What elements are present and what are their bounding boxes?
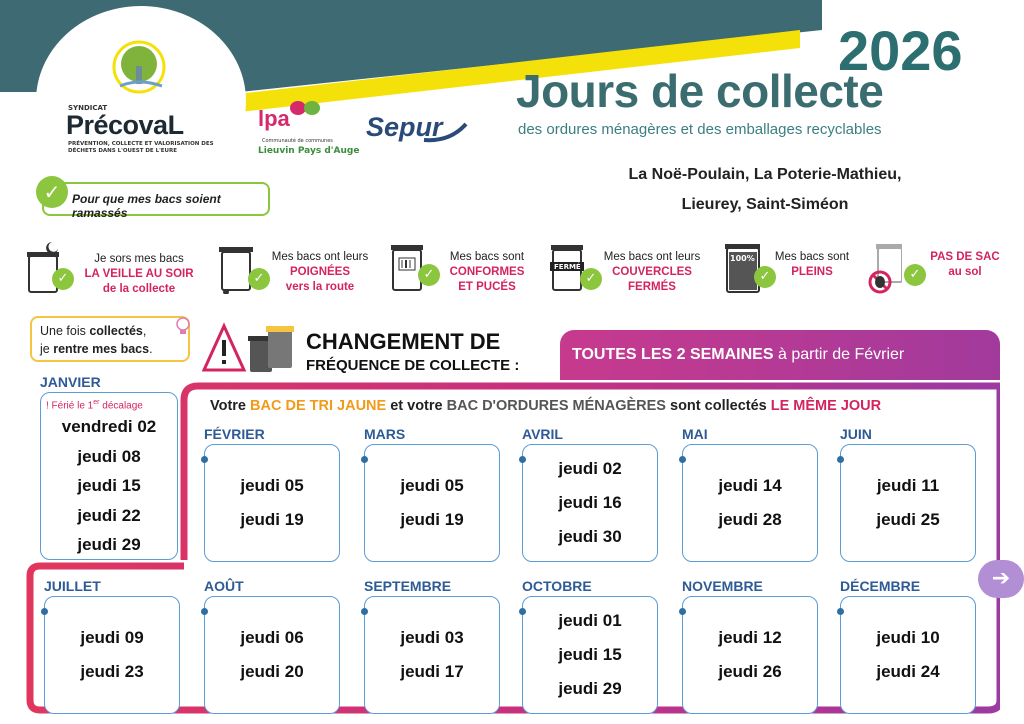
rule-text: Mes bacs ont leurs — [271, 251, 369, 263]
tri-text: Votre — [210, 398, 251, 414]
month-label-janvier: JANVIER — [40, 374, 101, 390]
date-item: jeudi 28 — [718, 510, 782, 529]
frequency-rest: à partir de Février — [773, 346, 905, 363]
rule-text: Mes bacs sont — [774, 251, 850, 263]
once-text: Une fois — [40, 324, 90, 338]
check-icon: ✓ — [418, 264, 440, 286]
month-dates — [204, 621, 340, 689]
ferie-text: décalage — [99, 400, 143, 412]
month-label: SEPTEMBRE — [364, 578, 452, 594]
rule-conformes — [384, 230, 544, 300]
ferie-note — [46, 399, 143, 411]
month-dates — [682, 621, 818, 689]
bullet-icon — [679, 608, 686, 615]
ferie-sup: er — [93, 399, 100, 406]
date-item: jeudi 02 — [558, 459, 622, 478]
month-dates — [840, 621, 976, 689]
lpa-logo: lpa — [258, 106, 290, 131]
month-dates — [364, 621, 500, 689]
rule-highlight-2: vers la route — [285, 281, 355, 293]
ferme-badge: FERMÉ — [554, 263, 581, 271]
tri-text: sont collectés — [665, 398, 771, 414]
lpa-subtitle: Communauté de communes — [262, 138, 333, 144]
change-line-1: CHANGEMENT DE — [306, 329, 501, 354]
lpa-name: Lieuvin Pays d'Auge — [258, 146, 360, 156]
once-bold: rentre mes bacs — [53, 342, 150, 356]
page-subtitle: des ordures ménagères et des emballages recyclables — [518, 121, 882, 138]
rule-highlight: CONFORMES — [449, 266, 525, 278]
no-bag-icon — [864, 238, 902, 294]
check-icon: ✓ — [904, 264, 926, 286]
date-item: jeudi 12 — [718, 628, 782, 647]
rule-highlight-2: de la collecte — [102, 283, 176, 295]
once-text: . — [149, 342, 153, 356]
syndicat-label: SYNDICAT — [68, 104, 108, 112]
tri-sentence — [210, 398, 881, 414]
month-dates — [840, 469, 976, 537]
bullet-icon — [361, 456, 368, 463]
precoval-logo-icon — [112, 40, 166, 94]
month-label: JUIN — [840, 426, 872, 442]
month-label: MAI — [682, 426, 708, 442]
page-title: Jours de collecte — [516, 65, 884, 117]
logo-circle — [36, 6, 246, 196]
rule-highlight: PLEINS — [791, 266, 833, 278]
rules-banner-text: Pour que mes bacs soient ramassés — [72, 192, 221, 220]
dates-janvier — [40, 412, 178, 560]
rule-pas-de-sac — [864, 230, 1014, 300]
communes — [560, 160, 970, 220]
rule-text: Mes bacs ont leurs — [603, 251, 701, 263]
check-icon: ✓ — [248, 268, 270, 290]
date-item: jeudi 26 — [718, 662, 782, 681]
frequency-banner — [560, 330, 1000, 380]
date-item: jeudi 11 — [876, 476, 940, 495]
tri-grey: BAC D'ORDURES MÉNAGÈRES — [446, 398, 666, 414]
rule-couvercles — [546, 230, 716, 300]
bullet-icon — [679, 456, 686, 463]
month-dates — [522, 604, 658, 706]
change-title — [306, 330, 519, 378]
lightbulb-icon — [172, 314, 194, 336]
tri-red: LE MÊME JOUR — [770, 398, 882, 414]
bullet-icon — [201, 608, 208, 615]
rule-highlight: POIGNÉES — [289, 266, 351, 278]
month-label: JUILLET — [44, 578, 101, 594]
sepur-swoosh-icon — [420, 120, 470, 146]
check-icon: ✓ — [36, 176, 68, 208]
month-label: DÉCEMBRE — [840, 578, 921, 594]
lpa-leaf-icon — [288, 98, 322, 118]
rule-highlight-2: au sol — [948, 266, 982, 278]
month-dates — [44, 621, 180, 689]
rule-highlight: COUVERCLES — [612, 266, 692, 278]
rule-highlight: PAS DE SAC — [930, 251, 1000, 263]
next-arrow-icon[interactable]: ➔ — [978, 560, 1024, 598]
date-item: jeudi 20 — [240, 662, 304, 681]
once-text: je — [40, 342, 54, 356]
year: 2026 — [838, 19, 963, 82]
date-item: jeudi 29 — [558, 679, 622, 698]
date-item: jeudi 06 — [240, 628, 304, 647]
ferie-text: ! Férié le 1 — [46, 400, 94, 412]
percent-badge: 100% — [730, 254, 755, 263]
month-label: AOÛT — [204, 578, 244, 594]
bin-barcode-icon — [388, 238, 426, 294]
precoval-tagline: PRÉVENTION, COLLECTE ET VALORISATION DES DÉCHETS DANS L'OUEST DE L'EURE — [68, 141, 214, 154]
rule-highlight: LA VEILLE AU SOIR — [84, 268, 194, 280]
sepur-logo: Sepur — [366, 112, 443, 142]
month-dates — [204, 469, 340, 537]
month-dates — [522, 452, 658, 554]
bin-full-icon — [722, 238, 760, 294]
date-item: jeudi 23 — [80, 662, 144, 681]
date-item: jeudi 14 — [718, 476, 782, 495]
date-item: jeudi 25 — [876, 510, 940, 529]
rule-veille — [16, 230, 206, 300]
date-item: jeudi 15 — [77, 476, 141, 495]
date-item: jeudi 19 — [400, 510, 464, 529]
month-dates — [682, 469, 818, 537]
rule-text: Mes bacs sont — [449, 251, 525, 263]
date-item: jeudi 01 — [558, 611, 622, 630]
date-item: jeudi 09 — [80, 628, 144, 647]
precoval-logo: PrécovaL — [66, 110, 184, 140]
once-bold: collectés — [89, 324, 143, 338]
date-item: jeudi 05 — [400, 476, 464, 495]
date-item: jeudi 30 — [558, 527, 622, 546]
month-label: MARS — [364, 426, 406, 442]
date-item: jeudi 24 — [876, 662, 940, 681]
check-icon: ✓ — [754, 266, 776, 288]
rule-text: Je sors mes bacs — [94, 253, 184, 265]
communes-line-2: Lieurey, Saint-Siméon — [681, 196, 849, 213]
date-item: jeudi 19 — [240, 510, 304, 529]
date-item: vendredi 02 — [61, 417, 157, 436]
change-line-2: FRÉQUENCE DE COLLECTE : — [306, 357, 520, 374]
rule-highlight-2: FERMÉS — [628, 281, 676, 293]
date-item: jeudi 10 — [876, 628, 940, 647]
month-label: NOVEMBRE — [682, 578, 763, 594]
bullet-icon — [361, 608, 368, 615]
month-label: OCTOBRE — [522, 578, 592, 594]
frequency-bold: TOUTES LES 2 SEMAINES — [572, 346, 774, 363]
rules-banner — [42, 182, 270, 220]
bin-handle-icon — [216, 238, 254, 294]
date-item: jeudi 08 — [77, 446, 141, 466]
rule-highlight-2: ET PUCÉS — [458, 281, 516, 293]
date-item: jeudi 29 — [77, 535, 141, 554]
check-icon: ✓ — [52, 268, 74, 290]
month-label: AVRIL — [522, 426, 563, 442]
month-label: FÉVRIER — [204, 426, 265, 442]
date-item: jeudi 16 — [558, 493, 622, 512]
rule-poignees — [212, 230, 382, 300]
month-dates — [364, 469, 500, 537]
bullet-icon — [201, 456, 208, 463]
bullet-icon — [41, 608, 48, 615]
date-item: jeudi 22 — [77, 505, 141, 525]
date-item: jeudi 03 — [400, 628, 464, 647]
warning-icon — [202, 322, 302, 378]
bullet-icon — [837, 608, 844, 615]
once-text: , — [142, 324, 147, 338]
tri-text: et votre — [386, 398, 447, 414]
date-item: jeudi 17 — [400, 662, 464, 681]
rule-pleins — [720, 230, 860, 300]
date-item: jeudi 15 — [558, 645, 622, 664]
check-icon: ✓ — [580, 268, 602, 290]
communes-line-1: La Noë-Poulain, La Poterie-Mathieu, — [628, 166, 902, 183]
bullet-icon — [837, 456, 844, 463]
date-item: jeudi 05 — [240, 476, 304, 495]
tri-yellow: BAC DE TRI JAUNE — [250, 398, 387, 414]
once-collected-note — [30, 316, 190, 362]
